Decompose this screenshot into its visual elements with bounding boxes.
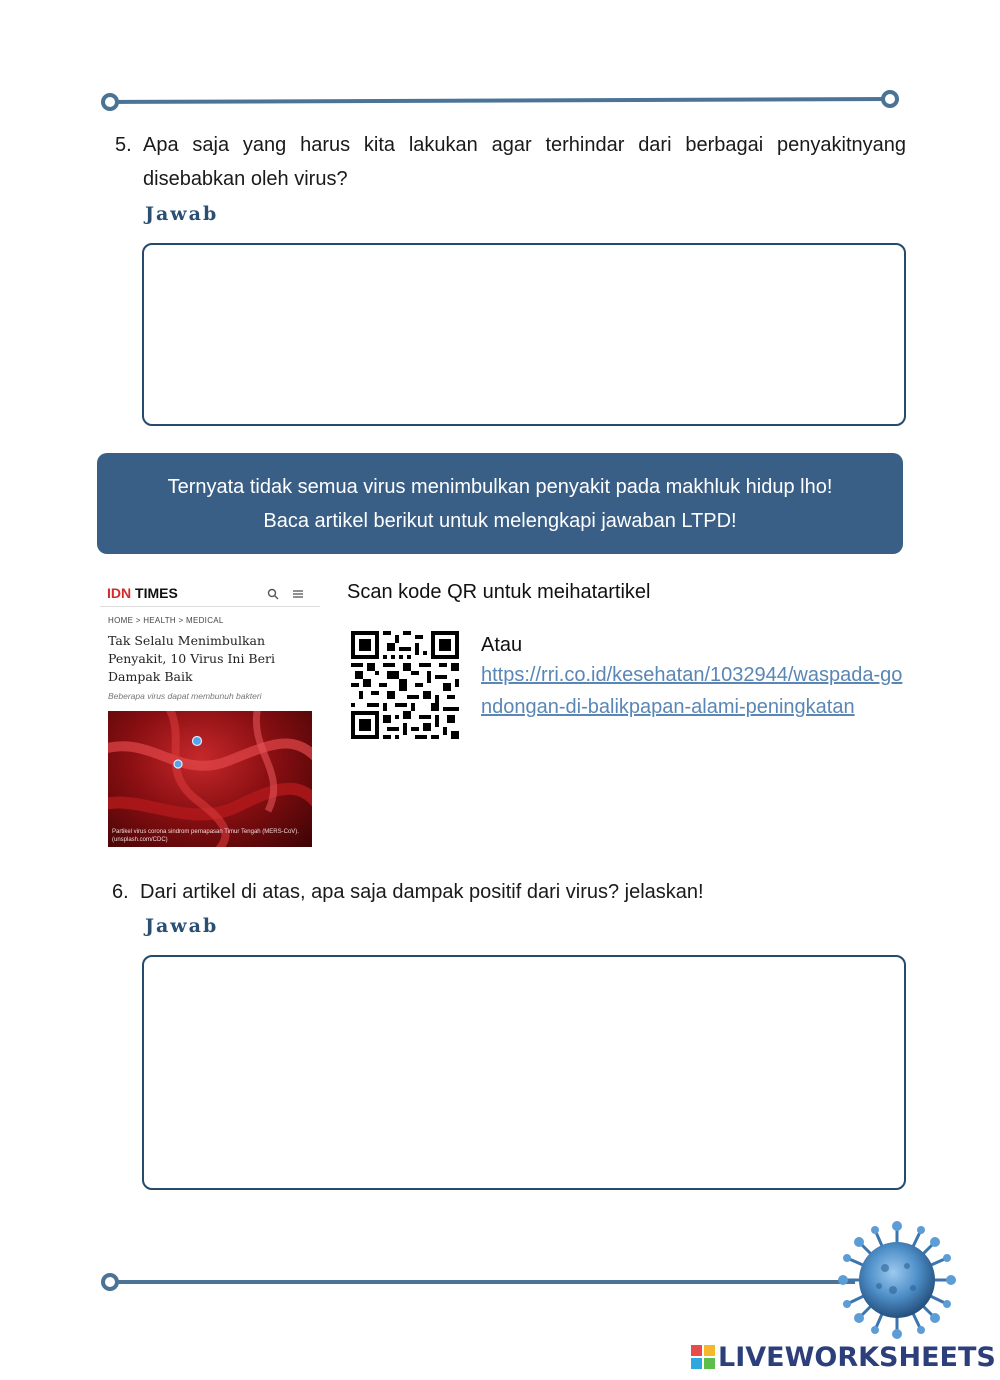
question-text: Apa saja yang harus kita lakukan agar terhindar dari berbagai penyakitnyang disebabkan oleh virus? [143, 134, 906, 190]
answer-label: Jawab [145, 915, 219, 937]
question-text: Dari artikel di atas, apa saja dampak positif dari virus? jelaskan! [140, 881, 704, 903]
article-subtitle: Beberapa virus dapat membunuh bakteri [108, 691, 262, 701]
idn-times-logo: IDN TIMES [107, 585, 178, 601]
brand-name: LIVEWORKSHEETS [718, 1341, 996, 1373]
banner-line-1: Ternyata tidak semua virus menimbulkan penyakit pada makhluk hidup lho! [167, 476, 833, 498]
qr-code-icon[interactable] [351, 631, 459, 739]
liveworksheets-logo [691, 1341, 996, 1373]
answer-box-6[interactable] [142, 955, 906, 1190]
menu-icon [292, 588, 304, 600]
search-icon [267, 588, 279, 600]
question-number: 5. [115, 134, 132, 156]
answer-label: Jawab [145, 203, 219, 225]
liveworksheets-icon [691, 1345, 715, 1369]
question-number: 6. [112, 881, 129, 903]
photo-caption: Partikel virus corona sindrom pernapasan Timur Tengah (MERS-CoV). (unsplash.com/CDC) [112, 829, 299, 843]
top-divider [100, 88, 902, 114]
article-thumbnail [100, 578, 320, 850]
virus-icon [835, 1218, 960, 1343]
scan-instruction: Scan kode QR untuk meihatartikel [347, 581, 651, 603]
or-label: Atau [481, 634, 523, 656]
banner-line-2: Baca artikel berikut untuk melengkapi jawaban LTPD! [263, 510, 737, 532]
header-divider [100, 606, 320, 607]
answer-box-5[interactable] [142, 243, 906, 426]
breadcrumb: HOME > HEALTH > MEDICAL [108, 616, 224, 625]
bottom-divider [100, 1270, 860, 1296]
info-banner [97, 453, 903, 554]
question-5 [115, 128, 906, 196]
article-title: Tak Selalu Menimbulkan Penyakit, 10 Virus Ini Beri Dampak Baik [108, 633, 275, 684]
article-link[interactable]: https://rri.co.id/kesehatan/1032944/waspada-gondongan-di-balikpapan-alami-peningkatan [481, 664, 903, 718]
virus-photo [108, 711, 312, 847]
question-6 [112, 875, 906, 909]
